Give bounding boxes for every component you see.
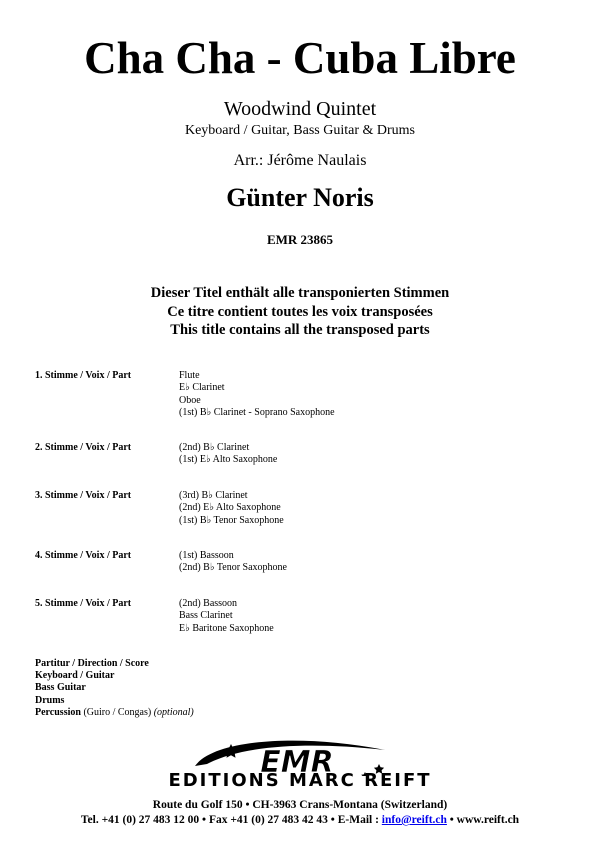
arranger: Arr.: Jérôme Naulais: [233, 152, 367, 169]
composer: Günter Noris: [226, 183, 374, 212]
part-instruments: [179, 490, 284, 527]
score-parts-list: [35, 658, 194, 719]
part-instruments: [179, 598, 274, 635]
instrument: E♭ Baritone Saxophone: [179, 622, 274, 634]
instrument: (3rd) B♭ Clarinet: [179, 490, 248, 501]
logo-text: EMR: [260, 745, 334, 776]
instrument: (2nd) E♭ Alto Saxophone: [179, 502, 281, 514]
part-instruments: [179, 370, 335, 419]
email-link[interactable]: info@reift.ch: [381, 814, 447, 826]
transposition-notes: [0, 284, 600, 340]
part-instruments: [179, 442, 277, 467]
score-item: Drums: [35, 694, 65, 706]
part-label: 3. Stimme / Voix / Part: [35, 490, 132, 501]
instrument: (1st) Bassoon: [179, 550, 234, 561]
contact-prefix: Tel. +41 (0) 27 483 12 00 • Fax +41 (0) 27 483 42 43 • E-Mail :: [80, 814, 382, 826]
instrument: Flute: [179, 370, 200, 381]
percussion-label: Percussion: [35, 706, 81, 718]
part-label: 5. Stimme / Voix / Part: [35, 598, 132, 609]
instrument: E♭ Clarinet: [179, 382, 225, 394]
part-label: 4. Stimme / Voix / Part: [35, 550, 132, 561]
part-label: 1. Stimme / Voix / Part: [35, 370, 132, 381]
instrument: Oboe: [179, 394, 201, 406]
instrument: (2nd) B♭ Tenor Saxophone: [179, 562, 287, 574]
note-english: This title contains all the transposed parts: [170, 322, 430, 338]
publisher-address: Route du Golf 150 • CH-3963 Crans-Montana (Switzerland): [152, 799, 448, 811]
instrumentation: Keyboard / Guitar, Bass Guitar & Drums: [184, 123, 415, 138]
contact-suffix: • www.reift.ch: [446, 814, 520, 826]
score-item: Keyboard / Guitar: [35, 670, 115, 682]
note-french: Ce titre contient toutes les voix transposées: [167, 303, 433, 320]
part-label: 2. Stimme / Voix / Part: [35, 442, 132, 453]
instrument: (1st) B♭ Clarinet - Soprano Saxophone: [179, 406, 335, 418]
piece-title: Cha Cha - Cuba Libre: [84, 33, 516, 83]
instrument: (2nd) Bassoon: [179, 598, 238, 609]
instrument: (1st) B♭ Tenor Saxophone: [179, 514, 284, 526]
ensemble-subtitle: Woodwind Quintet: [223, 98, 377, 120]
catalog-number: EMR 23865: [266, 232, 334, 247]
percussion-optional: (optional): [153, 706, 194, 718]
score-item: Partitur / Direction / Score: [35, 658, 149, 669]
score-item: Bass Guitar: [35, 682, 86, 694]
part-instruments: [179, 550, 287, 575]
instrument: (1st) E♭ Alto Saxophone: [179, 454, 278, 466]
publisher-name: EDITIONS MARC REIFT: [168, 770, 432, 791]
note-german: Dieser Titel enthält alle transponierten Stimmen: [150, 285, 450, 301]
percussion-item: [35, 707, 194, 719]
publisher-contact: [0, 813, 600, 827]
percussion-detail: (Guiro / Congas): [80, 706, 154, 718]
instrument: Bass Clarinet: [179, 610, 233, 622]
instrument: (2nd) B♭ Clarinet: [179, 442, 250, 453]
